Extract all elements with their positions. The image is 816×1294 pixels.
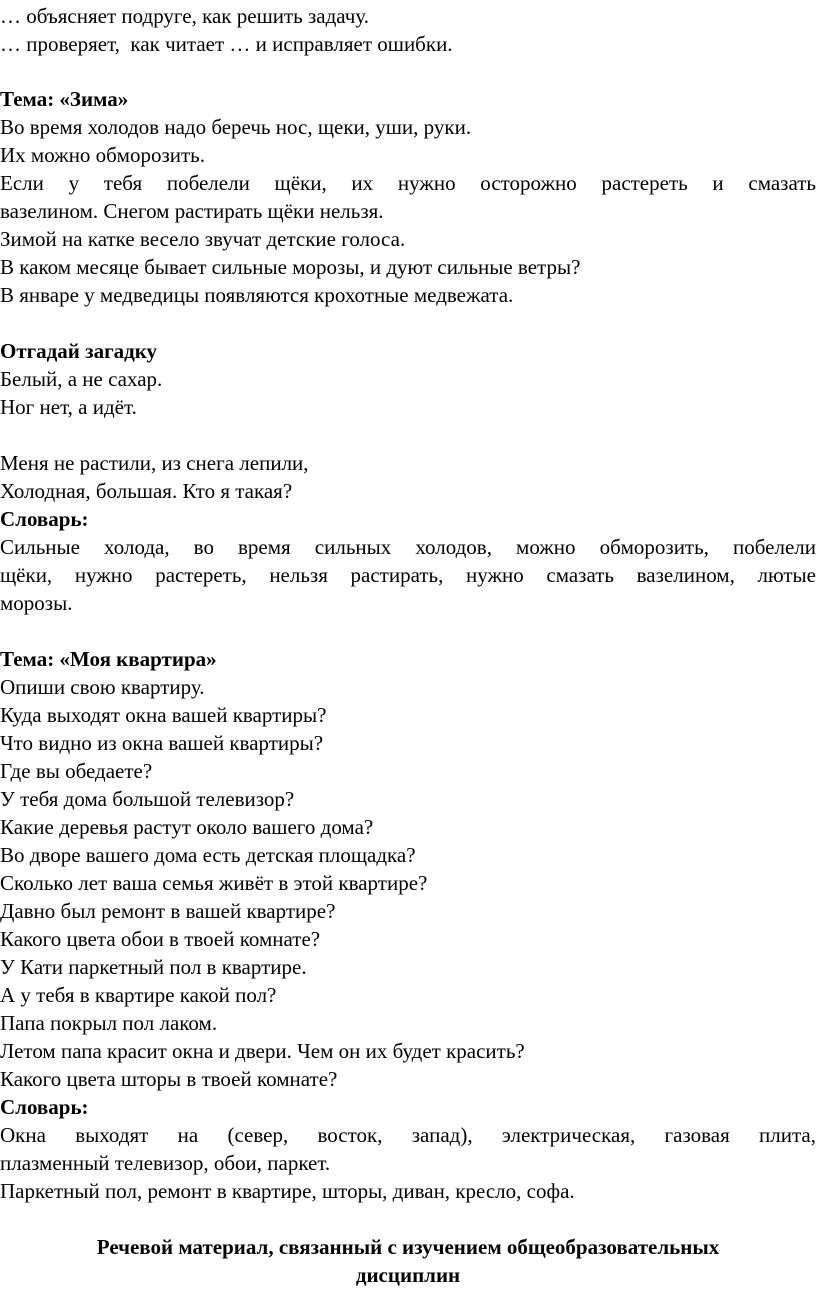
apartment-line-10: Какого цвета обои в твоей комнате? [0, 927, 321, 951]
vocab-heading-winter: Словарь: [0, 507, 89, 531]
vocab-heading-apartment: Словарь: [0, 1095, 89, 1119]
vocab-winter-line-3: морозы. [0, 591, 73, 615]
apartment-line-9: Давно был ремонт в вашей квартире? [0, 899, 336, 923]
vocab-apartment-line-1: Окна выходят на (север, восток, запад), электрическая, газовая плита, [0, 1123, 816, 1147]
winter-line-5: Зимой на катке весело звучат детские голоса. [0, 227, 406, 251]
apartment-line-8: Сколько лет ваша семья живёт в этой квартире? [0, 871, 428, 895]
winter-line-3: Если у тебя побелели щёки, их нужно осторожно растереть и смазать [0, 171, 816, 195]
section-heading-apartment: Тема: «Моя квартира» [0, 647, 217, 671]
apartment-line-13: Папа покрыл пол лаком. [0, 1011, 218, 1035]
apartment-line-5: У тебя дома большой телевизор? [0, 787, 295, 811]
apartment-line-3: Что видно из окна вашей квартиры? [0, 731, 324, 755]
intro-line-2: … проверяет, как читает … и исправляет ошибки. [0, 32, 453, 56]
riddle-line-1: Белый, а не сахар. [0, 367, 163, 391]
apartment-line-12: А у тебя в квартире какой пол? [0, 983, 277, 1007]
apartment-line-15: Какого цвета шторы в твоей комнате? [0, 1067, 338, 1091]
section-heading-riddle: Отгадай загадку [0, 339, 158, 363]
vocab-apartment-line-2: плазменный телевизор, обои, паркет. [0, 1151, 331, 1175]
apartment-line-1: Опиши свою квартиру. [0, 675, 205, 699]
winter-line-4: вазелином. Снегом растирать щёки нельзя. [0, 199, 384, 223]
riddle-line-3: Меня не растили, из снега лепили, [0, 451, 309, 475]
winter-line-6: В каком месяце бывает сильные морозы, и дуют сильные ветры? [0, 255, 581, 279]
riddle-line-4: Холодная, большая. Кто я такая? [0, 479, 293, 503]
apartment-line-2: Куда выходят окна вашей квартиры? [0, 703, 327, 727]
apartment-line-4: Где вы обедаете? [0, 759, 153, 783]
vocab-winter-line-2: щёки, нужно растереть, нельзя растирать, нужно смазать вазелином, лютые [0, 563, 816, 587]
winter-line-7: В январе у медведицы появляются крохотные медвежата. [0, 283, 514, 307]
winter-line-1: Во время холодов надо беречь нос, щеки, уши, руки. [0, 115, 472, 139]
apartment-line-11: У Кати паркетный пол в квартире. [0, 955, 307, 979]
apartment-line-7: Во дворе вашего дома есть детская площадка? [0, 843, 416, 867]
closing-title-line-2: дисциплин [355, 1263, 461, 1287]
winter-line-2: Их можно обморозить. [0, 143, 205, 167]
apartment-line-6: Какие деревья растут около вашего дома? [0, 815, 374, 839]
apartment-line-14: Летом папа красит окна и двери. Чем он их будет красить? [0, 1039, 525, 1063]
section-heading-winter: Тема: «Зима» [0, 87, 129, 111]
closing-title-line-1: Речевой материал, связанный с изучением общеобразовательных [96, 1235, 720, 1259]
vocab-apartment-line-3: Паркетный пол, ремонт в квартире, шторы, диван, кресло, софа. [0, 1179, 575, 1203]
riddle-line-2: Ног нет, а идёт. [0, 395, 137, 419]
vocab-winter-line-1: Сильные холода, во время сильных холодов, можно обморозить, побелели [0, 535, 816, 559]
intro-line-1: … объясняет подруге, как решить задачу. [0, 4, 369, 28]
